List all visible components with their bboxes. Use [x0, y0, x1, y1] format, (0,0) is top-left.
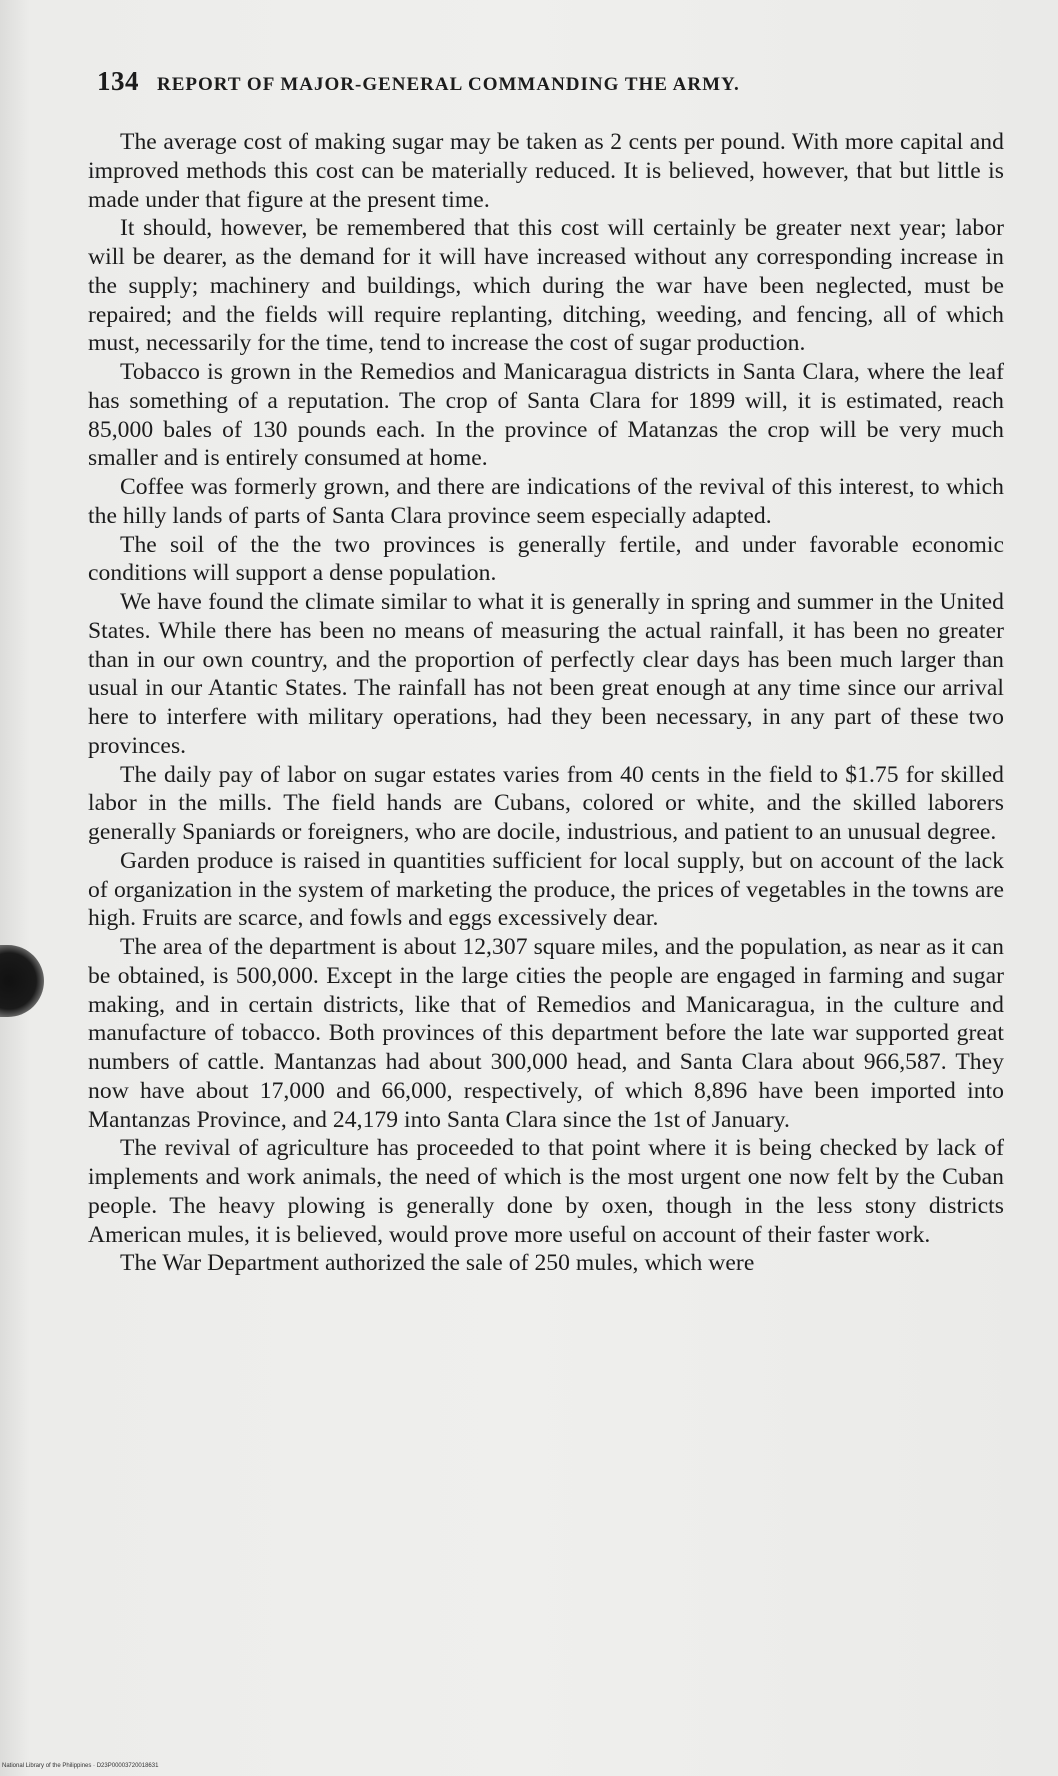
- paragraph-garden-produce: Garden produce is raised in quantities sufficient for local supply, but on account of the lack of organization in the system of marketing the produce, the prices of vegetables in the towns are high. Fruits are scarce, and fowls and eggs excessively dear.: [88, 847, 1004, 932]
- paragraph-labor-pay: The daily pay of labor on sugar estates varies from 40 cents in the field to $1.75 for skilled labor in the mills. The field hands are Cubans, colored or white, and the skilled laborers generally Spaniards or foreigners, who are docile, industrious, and patient to an unusual degree.: [88, 761, 1004, 845]
- page-header: [97, 66, 977, 97]
- paragraph-climate: We have found the climate similar to what it is generally in spring and summer in the United States. While there has been no means of measuring the actual rainfall, it has been no greater than in our own country, and the proportion of perfectly clear days has been much larger than usual in our Atantic States. The rainfall has not been great enough at any time since our arrival here to interfere with military operations, had they been necessary, in any part of these two provinces.: [88, 589, 1004, 759]
- page-number: 134: [97, 66, 139, 96]
- paragraph-soil: The soil of the the two provinces is generally fertile, and under favorable economic conditions will support a dense population.: [88, 531, 1004, 587]
- scan-footer: National Library of the Philippines · D23P00003720018631: [2, 1763, 159, 1769]
- running-head: REPORT OF MAJOR-GENERAL COMMANDING THE ARMY.: [157, 74, 740, 95]
- paragraph-war-department: The War Department authorized the sale of 250 mules, which were: [120, 1250, 755, 1277]
- paragraph-cost-increase: It should, however, be remembered that this cost will certainly be greater next year; labor will be dearer, as the demand for it will have increased without any corresponding increase in the supply; machinery and buildings, which during the war have been neglected, must be repaired; and the fields will require replanting, ditching, weeding, and fencing, all of which must, necessarily for the time, tend to increase the cost of sugar production.: [88, 215, 1004, 357]
- paragraph-tobacco: Tobacco is grown in the Remedios and Manicaragua districts in Santa Clara, where the leaf has something of a reputation. The crop of Santa Clara for 1899 will, it is estimated, reach 85,000 bales of 130 pounds each. In the province of Matanzas the crop will be very much smaller and is entirely consumed at home.: [88, 359, 1004, 472]
- body-text: [88, 128, 1004, 1278]
- paragraph-agriculture-revival: The revival of agriculture has proceeded to that point where it is being checked by lack of implements and work animals, the need of which is the most urgent one now felt by the Cuban people. The heavy plowing is generally done by oxen, though in the less stony districts American mules, it is believed, would prove more useful on account of their faster work.: [88, 1135, 1004, 1248]
- paragraph-area-population: The area of the department is about 12,307 square miles, and the population, as near as it can be obtained, is 500,000. Except in the large cities the people are engaged in farming and sugar making, and in certain districts, like that of Remedios and Manicaragua, in the culture and manufacture of tobacco. Both provinces of this department before the late war supported great numbers of cattle. Mantanzas had about 300,000 head, and Santa Clara about 966,587. They now have about 17,000 and 66,000, respectively, of which 8,896 have been imported into Mantanzas Province, and 24,179 into Santa Clara since the 1st of January.: [88, 934, 1004, 1133]
- paragraph-sugar-cost: The average cost of making sugar may be taken as 2 cents per pound. With more capital and improved methods this cost can be materially reduced. It is believed, however, that but little is made under that figure at the present time.: [88, 129, 1004, 213]
- paragraph-coffee: Coffee was formerly grown, and there are indications of the revival of this interest, to which the hilly lands of parts of Santa Clara province seem especially adapted.: [88, 474, 1004, 529]
- scan-blot: [0, 945, 44, 1017]
